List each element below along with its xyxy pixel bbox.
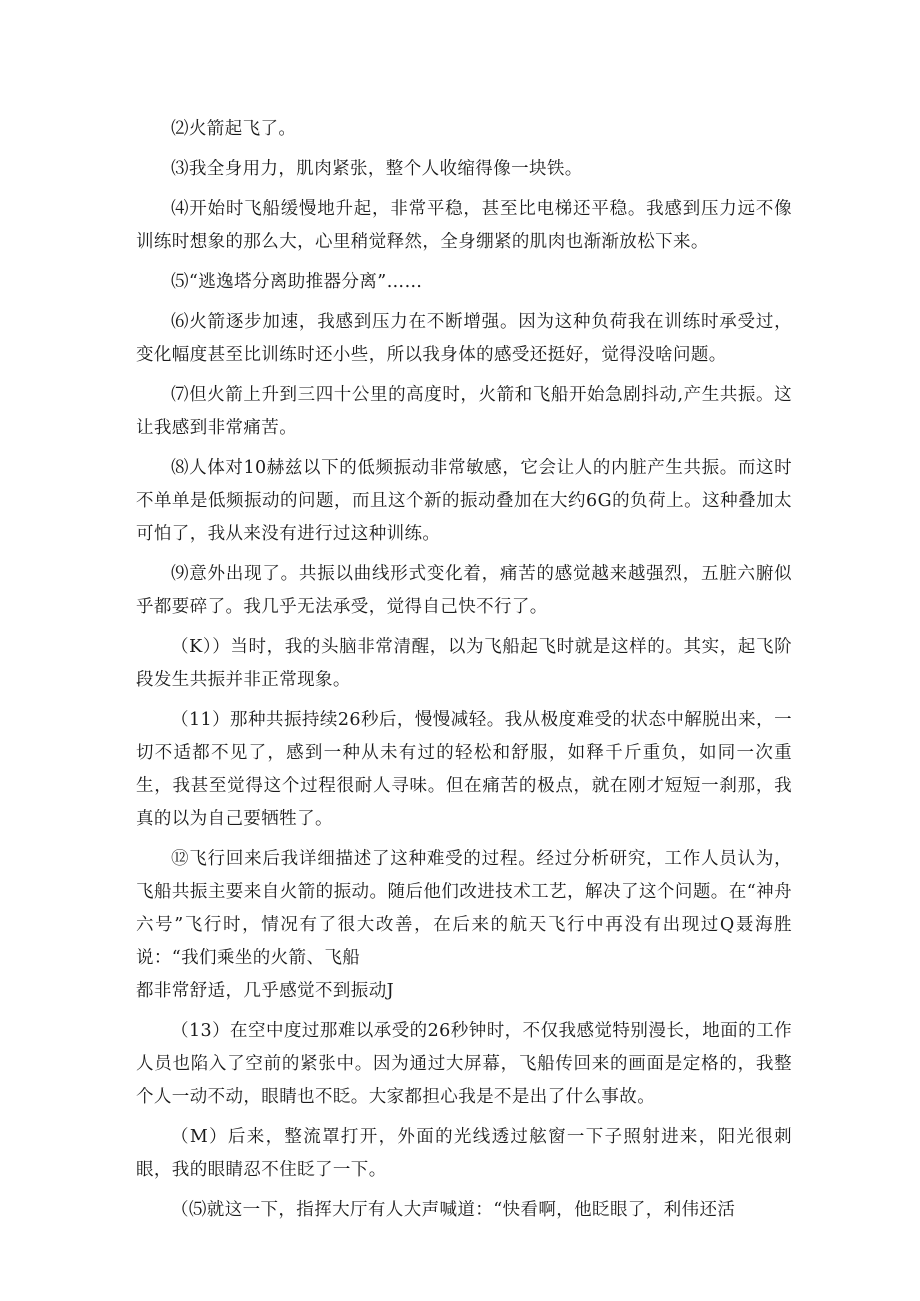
- paragraph-12-continued: 都非常舒适，几乎感觉不到振动J: [136, 981, 395, 1001]
- paragraph-6: ⑹火箭逐步加速，我感到压力在不断增强。因为这种负荷我在训练时承受过，变化幅度甚至比训练时还小些，所以我身体的感受还挺好，觉得没啥问题。: [136, 312, 792, 365]
- paragraph-8: ⑻人体对10赫兹以下的低频振动非常敏感，它会让人的内脏产生共振。而这时不单单是低频振动的问题，而且这个新的振动叠加在大约6G的负荷上。这种叠加太可怕了，我从来没有进行过这种训练。: [136, 458, 792, 544]
- paragraph-5: ⑸“逃逸塔分离助推器分离”……: [171, 272, 423, 292]
- paragraph-14: （M）后来，整流罩打开，外面的光线透过舷窗一下子照射进来，阳光很刺眼，我的眼睛忍不住眨了一下。: [136, 1127, 792, 1180]
- paragraph-2: ⑵火箭起飞了。: [171, 119, 297, 139]
- paragraph-7: ⑺但火箭上升到三四十公里的高度时，火箭和飞船开始急剧抖动,产生共振。这让我感到非常痛苦。: [136, 385, 792, 438]
- paragraph-3: ⑶我全身用力，肌肉紧张，整个人收缩得像一块铁。: [171, 159, 583, 179]
- paragraph-13: （13）在空中度过那难以承受的26秒钟时，不仅我感觉特别漫长，地面的工作人员也陷入了空前的紧张中。因为通过大屏幕，飞船传回来的画面是定格的，我整个人一动不动，眼睛也不眨。大家都担心我是不是出了什么事故。: [136, 1021, 792, 1107]
- paragraph-12: ⑫飞行回来后我详细描述了这种难受的过程。经过分析研究，工作人员认为，飞船共振主要来自火箭的振动。随后他们改进技术工艺，解决了这个问题。在“神舟六号”飞行时，情况有了很大改善，在后来的航天飞行中再没有出现过Q聂海胜说：“我们乘坐的火箭、飞船: [136, 849, 792, 968]
- paragraph-4: ⑷开始时飞船缓慢地升起，非常平稳，甚至比电梯还平稳。我感到压力远不像训练时想象的那么大，心里稍觉释然，全身绷紧的肌肉也渐渐放松下来。: [136, 199, 792, 252]
- paragraph-11: （11）那种共振持续26秒后，慢慢减轻。我从极度难受的状态中解脱出来，一切不适都不见了，感到一种从未有过的轻松和舒服，如释千斤重负，如同一次重生，我甚至觉得这个过程很耐人寻味。但在痛苦的极点，就在刚才短短一刹那，我真的以为自己要牺牲了。: [136, 710, 792, 829]
- paragraph-9: ⑼意外出现了。共振以曲线形式变化着，痛苦的感觉越来越强烈，五脏六腑似乎都要碎了。我几乎无法承受，觉得自己快不行了。: [136, 564, 792, 617]
- document-body: [136, 113, 792, 1234]
- paragraph-15: （⑸就这一下，指挥大厅有人大声喊道：“快看啊，他眨眼了，利伟还活: [171, 1200, 736, 1220]
- paragraph-10: （K））当时，我的头脑非常清醒，以为飞船起飞时就是这样的。其实，起飞阶段发生共振并非正常现象。: [136, 637, 792, 690]
